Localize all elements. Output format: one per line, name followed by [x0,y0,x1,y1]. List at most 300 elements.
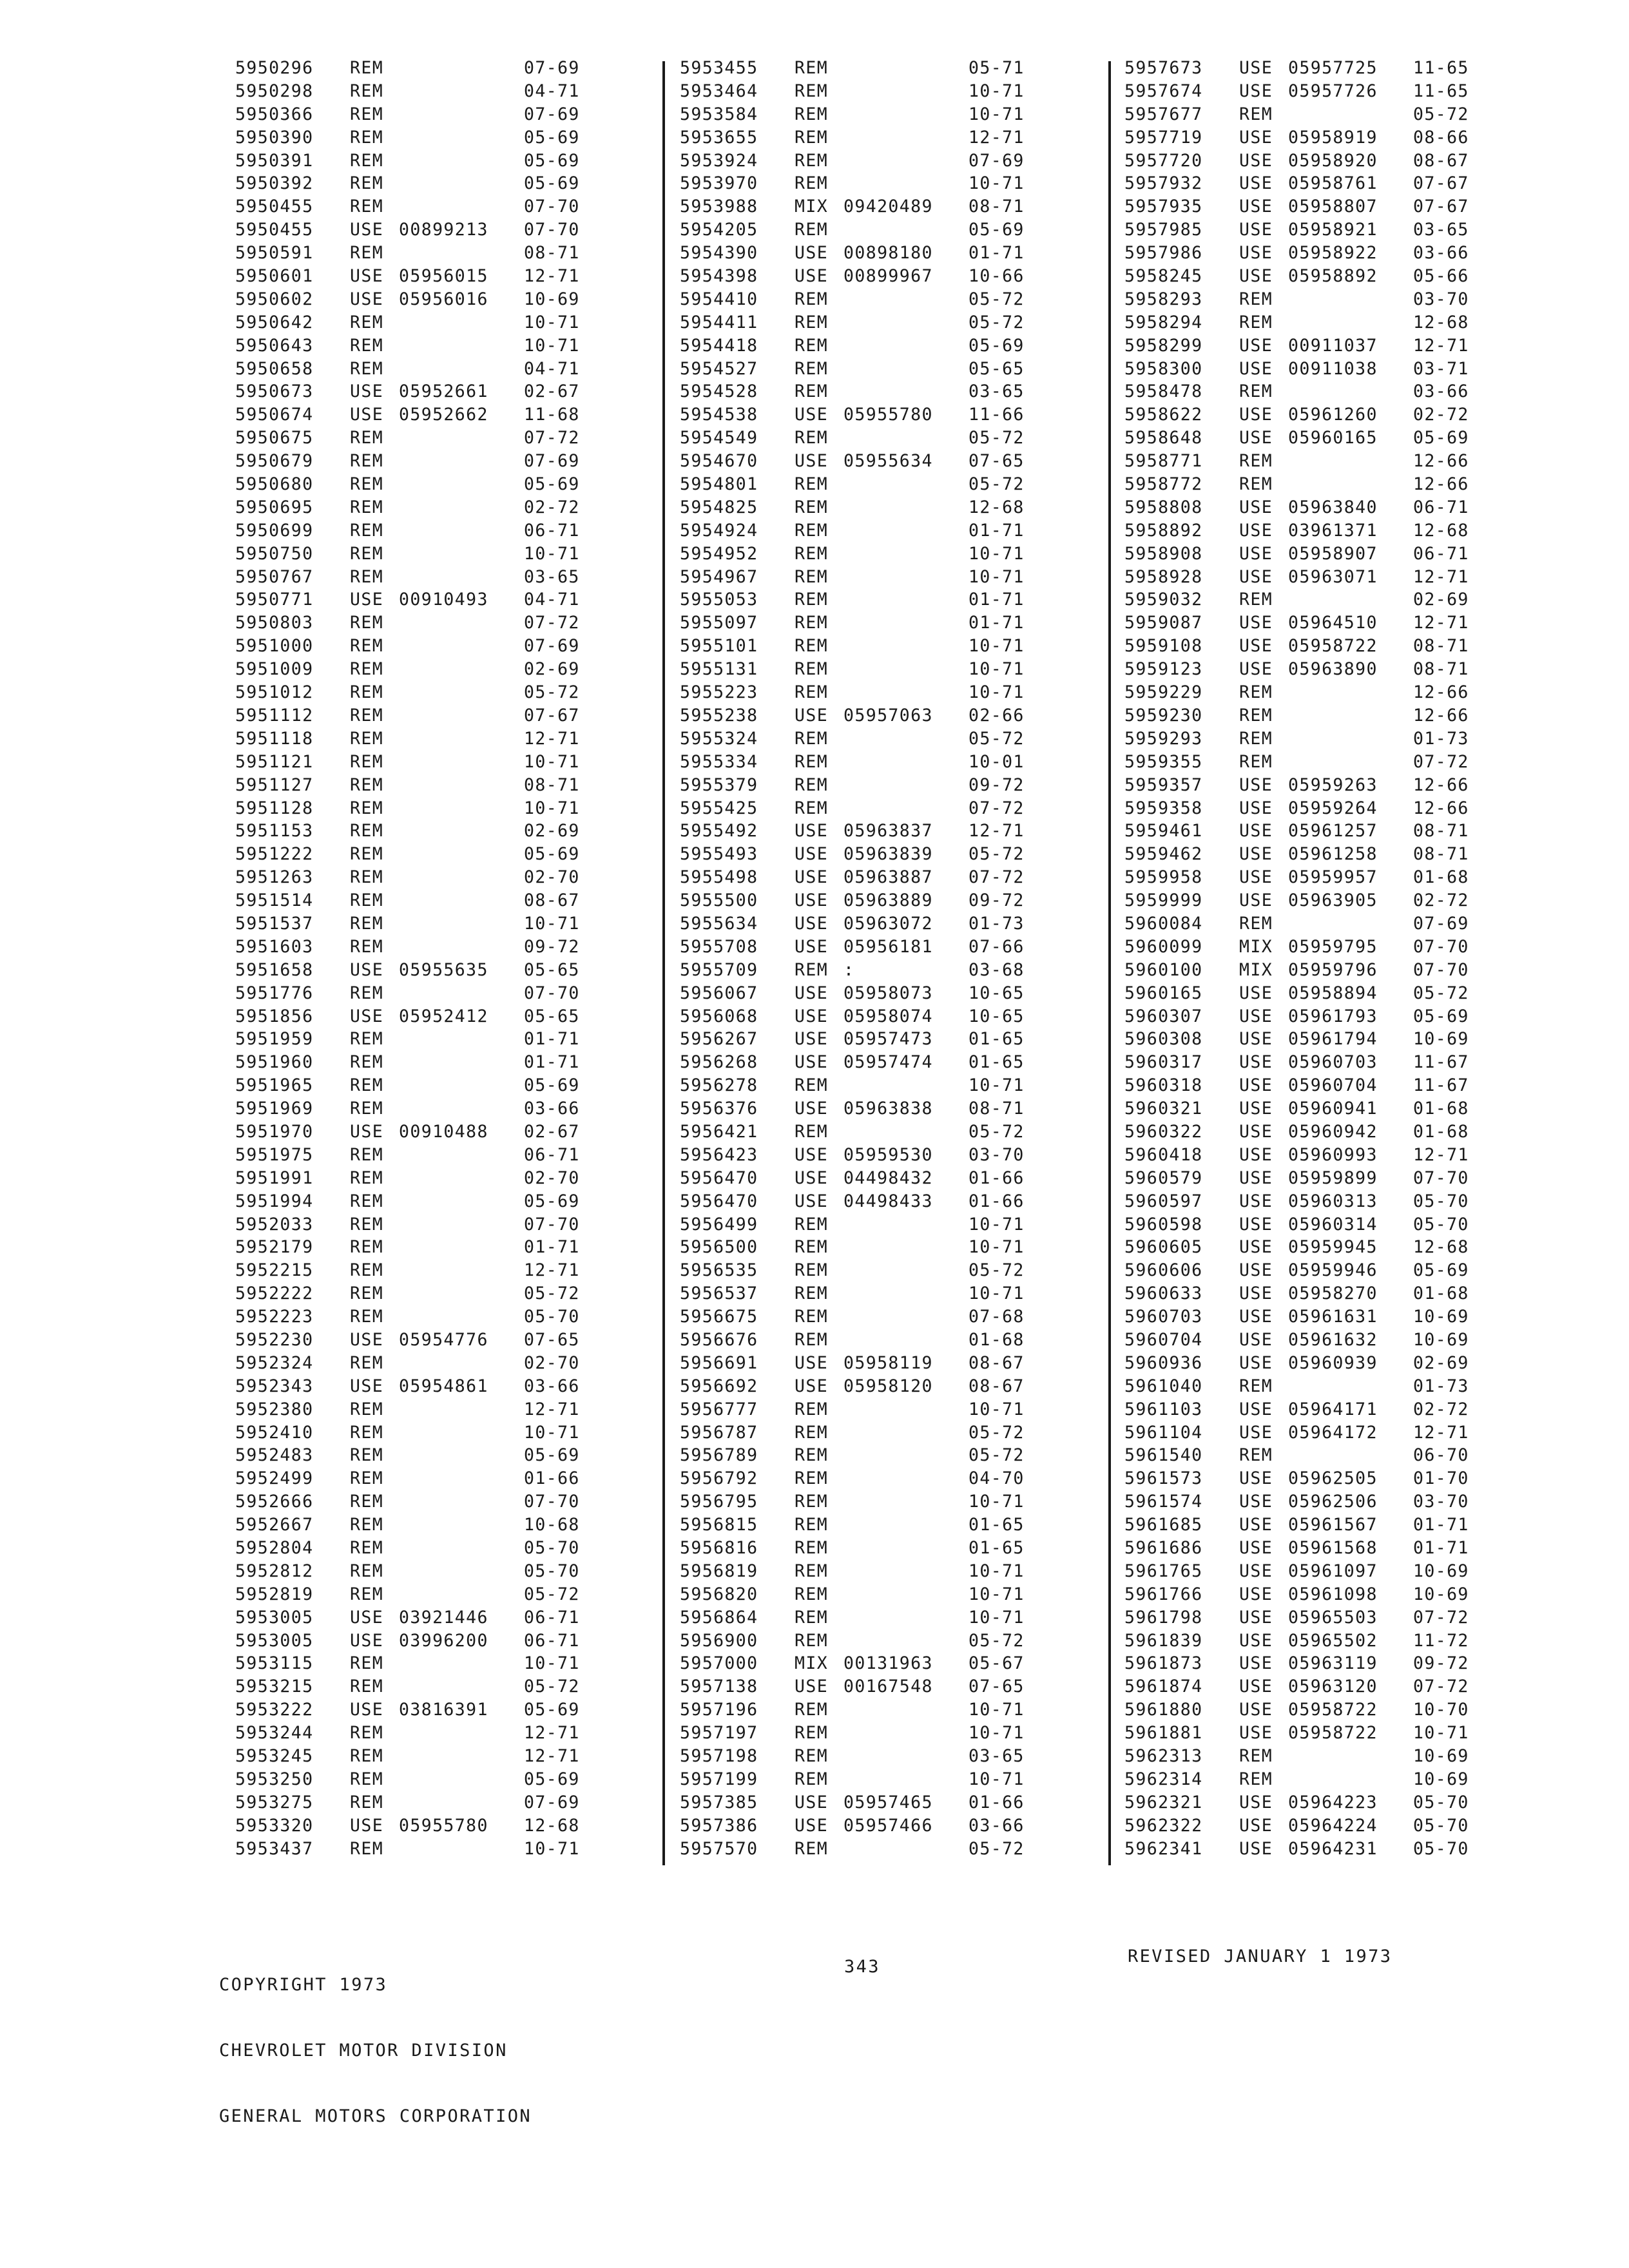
part-number: 5956789 [680,1445,758,1466]
table-row [680,704,1092,727]
date: 05-72 [969,428,1025,448]
action-code: REM [350,543,384,564]
replacement-number [399,1490,524,1514]
action-code: REM [350,1792,384,1812]
table-row [1124,1606,1563,1629]
date: 05-72 [969,1422,1025,1443]
part-number: 5952179 [235,1237,314,1258]
table-row [235,380,648,403]
replacement-number [399,1190,524,1213]
date: 08-71 [1413,844,1469,865]
replacement-number [843,1282,969,1305]
date: 11-67 [1413,1075,1469,1096]
date: 10-71 [524,751,580,772]
part-number: 5953988 [680,197,758,217]
action-code: USE [1239,428,1273,448]
replacement-number: 05963889 [843,890,933,911]
table-row [680,1490,1092,1514]
replacement-number: 03996200 [399,1630,488,1651]
date: 09-72 [524,936,580,957]
replacement-number [399,889,524,912]
date: 07-72 [1413,751,1469,772]
action-code: USE [1239,405,1273,425]
part-number: 5952666 [235,1492,314,1512]
part-number: 5951000 [235,636,314,657]
action-code: REM [795,497,829,517]
date: 05-70 [524,1538,580,1558]
action-code: REM [795,1214,829,1235]
action-code: REM [795,312,829,332]
date: 05-70 [1413,1792,1469,1812]
revised-date: REVISED JANUARY 1 1973 [1128,1946,1393,1966]
date: 05-70 [1413,1191,1469,1211]
action-code: REM [1239,1376,1273,1396]
table-row [235,1097,648,1120]
column-divider-1 [662,61,665,1865]
action-code: USE [1239,659,1273,680]
replacement-number [843,1444,969,1467]
table-row [1124,1213,1563,1236]
table-row [1124,1120,1563,1144]
action-code: USE [1239,636,1273,657]
action-code: USE [795,243,829,264]
part-number: 5955425 [680,798,758,818]
replacement-number: 05963839 [843,844,933,865]
action-code: REM [350,243,384,264]
replacement-number [843,1213,969,1236]
date: 05-69 [969,335,1025,356]
part-number: 5952033 [235,1214,314,1235]
action-code: REM [350,867,384,888]
replacement-number: 05958761 [1288,173,1378,194]
table-row [235,1722,648,1745]
part-number: 5951153 [235,821,314,841]
replacement-number: 05955634 [843,451,933,472]
date: 05-69 [524,474,580,495]
action-code: USE [1239,1006,1273,1026]
table-row [680,1305,1092,1329]
table-row [680,1120,1092,1144]
replacement-number [843,1259,969,1282]
table-row [680,1514,1092,1537]
action-code: REM [350,1723,384,1744]
action-code: REM [350,104,384,124]
action-code: REM [350,428,384,448]
action-code: REM [1239,451,1273,472]
table-row [235,1652,648,1675]
replacement-number [399,427,524,450]
action-code: REM [795,1607,829,1628]
replacement-number [843,543,969,566]
date: 05-72 [969,289,1025,309]
action-code: USE [1239,1607,1273,1628]
date: 12-71 [524,1260,580,1281]
replacement-number [843,681,969,704]
table-row [235,1213,648,1236]
date: 09-72 [969,890,1025,911]
replacement-number [1288,751,1413,774]
table-row [235,1305,648,1329]
table-row [235,1814,648,1838]
table-row [235,218,648,242]
date: 07-70 [1413,959,1469,980]
action-code: REM [795,1769,829,1789]
parts-column-3 [1124,57,1563,1860]
action-code: REM [350,1422,384,1443]
date: 02-69 [524,821,580,841]
table-row [235,774,648,797]
date: 07-69 [524,636,580,657]
part-number: 5956267 [680,1029,758,1050]
replacement-number: 03921446 [399,1607,488,1628]
part-number: 5958245 [1124,266,1203,287]
table-row [1124,1814,1563,1838]
part-number: 5957199 [680,1769,758,1789]
table-row [235,1352,648,1375]
replacement-number [843,1514,969,1537]
replacement-number: 00899213 [399,220,488,240]
date: 05-69 [1413,1006,1469,1026]
part-number: 5961573 [1124,1468,1203,1489]
date: 03-70 [1413,1492,1469,1512]
date: 05-69 [969,220,1025,240]
table-row [235,1583,648,1606]
action-code: REM [795,1700,829,1720]
date: 01-71 [969,520,1025,541]
action-code: REM [350,682,384,703]
table-row [1124,427,1563,450]
action-code: USE [795,266,829,287]
replacement-number: 09420489 [843,197,933,217]
action-code: USE [795,1029,829,1050]
date: 12-71 [524,1723,580,1744]
date: 10-69 [1413,1029,1469,1050]
replacement-number [399,1675,524,1698]
replacement-number [399,496,524,519]
part-number: 5950679 [235,451,314,472]
part-number: 5950392 [235,173,314,194]
table-row [235,1236,648,1259]
table-row [1124,1028,1563,1051]
part-number: 5950642 [235,312,314,332]
date: 10-71 [969,81,1025,101]
date: 12-71 [524,266,580,287]
replacement-number [1288,1768,1413,1791]
table-row [235,358,648,381]
part-number: 5959293 [1124,728,1203,749]
part-number: 5950675 [235,428,314,448]
date: 10-68 [524,1515,580,1535]
replacement-number: 05952412 [399,1006,488,1026]
part-number: 5955324 [680,728,758,749]
table-row [680,80,1092,103]
table-row [1124,1514,1563,1537]
date: 01-66 [969,1792,1025,1812]
date: 08-71 [969,1099,1025,1119]
date: 08-67 [1413,150,1469,171]
action-code: USE [1239,1538,1273,1558]
replacement-number: 05957725 [1288,58,1378,78]
action-code: REM [795,428,829,448]
action-code: USE [1239,1584,1273,1604]
replacement-number: 05959795 [1288,936,1378,957]
part-number: 5960308 [1124,1029,1203,1050]
replacement-number: 03961371 [1288,520,1378,541]
action-code: USE [1239,127,1273,148]
table-row [1124,103,1563,126]
replacement-number: 05959263 [1288,774,1378,795]
date: 08-67 [969,1376,1025,1396]
action-code: REM [350,335,384,356]
part-number: 5952215 [235,1260,314,1281]
table-row [235,1051,648,1074]
replacement-number: 05963905 [1288,890,1378,911]
action-code: USE [1239,1237,1273,1258]
date: 12-66 [1413,774,1469,795]
replacement-number [399,1398,524,1421]
part-number: 5955238 [680,705,758,726]
date: 06-71 [524,1144,580,1165]
action-code: REM [350,1445,384,1466]
date: 08-71 [1413,821,1469,841]
date: 12-66 [1413,451,1469,472]
replacement-number [1288,1745,1413,1768]
action-code: USE [1239,613,1273,633]
date: 05-72 [524,682,580,703]
action-code: REM [350,197,384,217]
table-row [1124,611,1563,635]
table-row [1124,1768,1563,1791]
date: 05-69 [524,1769,580,1789]
part-number: 5952667 [235,1515,314,1535]
table-row [1124,1490,1563,1514]
date: 10-71 [969,566,1025,587]
table-row [680,519,1092,543]
date: 02-66 [969,705,1025,726]
replacement-number: 00910493 [399,590,488,610]
table-row [680,1583,1092,1606]
action-code: REM [795,1561,829,1581]
part-number: 5960322 [1124,1121,1203,1142]
table-row [680,218,1092,242]
part-number: 5951112 [235,705,314,726]
table-row [680,1375,1092,1398]
date: 10-71 [969,682,1025,703]
part-number: 5957720 [1124,150,1203,171]
table-row [680,288,1092,311]
replacement-number [399,1144,524,1167]
action-code: USE [350,381,384,402]
replacement-number: 03816391 [399,1700,488,1720]
action-code: USE [1239,335,1273,356]
date: 03-65 [969,381,1025,402]
replacement-number: 05965503 [1288,1607,1378,1628]
replacement-number [1288,1444,1413,1467]
action-code: USE [350,1376,384,1396]
part-number: 5956470 [680,1191,758,1211]
replacement-number [399,866,524,889]
table-row [680,1213,1092,1236]
table-row [680,1838,1092,1861]
table-row [235,704,648,727]
action-code: USE [1239,543,1273,564]
table-row [235,912,648,936]
table-row [235,1606,648,1629]
table-row [235,172,648,195]
table-row [680,311,1092,334]
action-code: REM [795,636,829,657]
replacement-number [843,473,969,496]
date: 07-69 [524,1792,580,1812]
action-code: USE [350,590,384,610]
table-row [1124,126,1563,149]
action-code: REM [350,1168,384,1188]
part-number: 5955131 [680,659,758,680]
replacement-number [399,635,524,658]
table-row [680,681,1092,704]
table-row [680,1051,1092,1074]
table-row [680,959,1092,982]
date: 11-65 [1413,81,1469,101]
date: 01-71 [524,1052,580,1073]
action-code: USE [795,1052,829,1073]
date: 01-65 [969,1538,1025,1558]
part-number: 5961686 [1124,1538,1203,1558]
date: 08-66 [1413,127,1469,148]
date: 07-72 [524,613,580,633]
action-code: REM [350,844,384,865]
replacement-number [1288,588,1413,611]
part-number: 5962341 [1124,1838,1203,1859]
table-row [235,149,648,173]
date: 10-71 [969,1723,1025,1744]
replacement-number [843,751,969,774]
action-code: REM [350,1099,384,1119]
table-row [680,1652,1092,1675]
replacement-number [1288,727,1413,751]
replacement-number [399,704,524,727]
replacement-number [843,380,969,403]
action-code: REM [795,543,829,564]
part-number: 5952819 [235,1584,314,1604]
part-number: 5955334 [680,751,758,772]
replacement-number: 05957726 [1288,81,1378,101]
date: 01-73 [1413,1376,1469,1396]
part-number: 5959230 [1124,705,1203,726]
part-number: 5959032 [1124,590,1203,610]
action-code: USE [350,1607,384,1628]
table-row [1124,1282,1563,1305]
date: 03-68 [969,959,1025,980]
date: 02-70 [524,1352,580,1373]
part-number: 5956819 [680,1561,758,1581]
action-code: USE [795,890,829,911]
table-row [235,797,648,820]
table-row [680,543,1092,566]
date: 06-71 [1413,543,1469,564]
table-row [235,1398,648,1421]
replacement-number [1288,704,1413,727]
replacement-number [843,1120,969,1144]
action-code: USE [1239,1260,1273,1281]
part-number: 5956537 [680,1283,758,1304]
part-number: 5953115 [235,1653,314,1674]
replacement-number: 00899967 [843,266,933,287]
part-number: 5959229 [1124,682,1203,703]
table-row [235,519,648,543]
table-row [680,1167,1092,1190]
date: 07-70 [524,197,580,217]
action-code: REM [350,1584,384,1604]
action-code: USE [795,1376,829,1396]
date: 12-66 [1413,798,1469,818]
action-code: REM [795,1468,829,1489]
part-number: 5960598 [1124,1214,1203,1235]
part-number: 5954528 [680,381,758,402]
part-number: 5957385 [680,1792,758,1812]
action-code: REM [350,1653,384,1674]
date: 05-72 [1413,983,1469,1003]
table-row [1124,982,1563,1005]
table-row [1124,1352,1563,1375]
date: 10-01 [969,751,1025,772]
action-code: USE [1239,1191,1273,1211]
table-row [680,1814,1092,1838]
part-number: 5956675 [680,1307,758,1327]
replacement-number [843,80,969,103]
part-number: 5950673 [235,381,314,402]
table-row [680,1629,1092,1653]
date: 04-71 [524,81,580,101]
action-code: REM [350,1260,384,1281]
date: 10-71 [524,543,580,564]
part-number: 5960633 [1124,1283,1203,1304]
replacement-number [399,1838,524,1861]
replacement-number [843,1583,969,1606]
table-row [235,1698,648,1722]
action-code: REM [350,1746,384,1767]
action-code: REM [350,1352,384,1373]
part-number: 5951658 [235,959,314,980]
table-row [1124,1698,1563,1722]
replacement-number [1288,311,1413,334]
date: 09-72 [969,774,1025,795]
date: 02-67 [524,1121,580,1142]
table-row [1124,1745,1563,1768]
action-code: REM [350,936,384,957]
action-code: REM [350,451,384,472]
date: 02-69 [1413,1352,1469,1373]
replacement-number: 05965502 [1288,1630,1378,1651]
part-number: 5957985 [1124,220,1203,240]
date: 10-71 [524,312,580,332]
table-row [680,611,1092,635]
replacement-number: 05957466 [843,1815,933,1836]
part-number: 5951537 [235,913,314,934]
table-row [1124,380,1563,403]
part-number: 5960704 [1124,1329,1203,1350]
table-row [680,149,1092,173]
part-number: 5961880 [1124,1700,1203,1720]
date: 05-66 [1413,266,1469,287]
replacement-number [843,57,969,80]
replacement-number [399,1514,524,1537]
date: 05-70 [524,1307,580,1327]
replacement-number: 04498433 [843,1191,933,1211]
table-row [680,1560,1092,1583]
action-code: REM [795,798,829,818]
replacement-number: 05954776 [399,1329,488,1350]
